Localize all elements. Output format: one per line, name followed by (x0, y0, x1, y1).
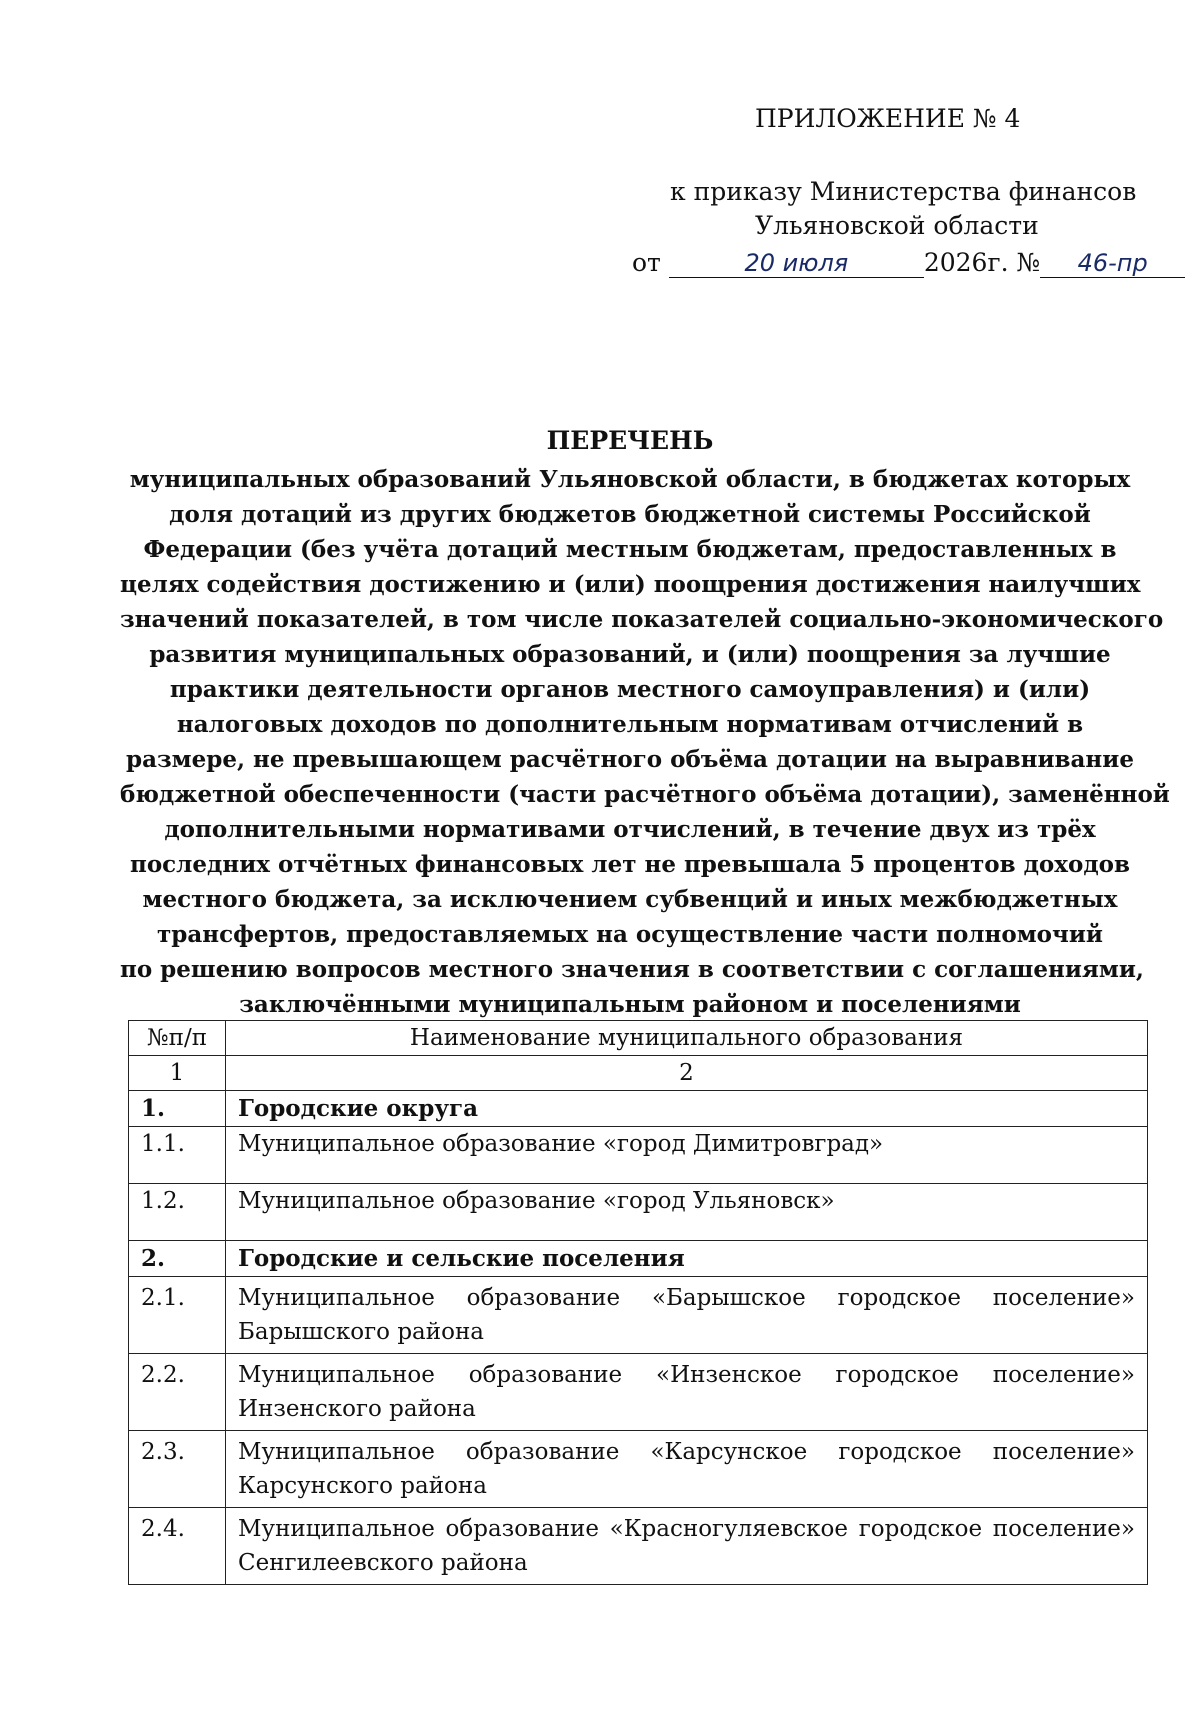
row-num: 2.3. (129, 1431, 226, 1508)
title-line: дополнительными нормативами отчислений, в течение двух из трёх (164, 816, 1096, 843)
row-num: 2.2. (129, 1354, 226, 1431)
document-title (120, 462, 1170, 1022)
title-line: развития муниципальных образований, и (или) поощрения за лучшие (149, 641, 1111, 668)
row-num: 1.1. (129, 1127, 226, 1184)
title-line: практики деятельности органов местного самоуправления) и (или) (169, 676, 1091, 703)
title-line: размере, не превышающем расчётного объёма дотации на выравнивание (126, 746, 1134, 773)
table-row (129, 1277, 1148, 1354)
title-line: бюджетной обеспеченности (части расчётного объёма дотации), заменённой (120, 781, 1170, 808)
title-line: целях содействия достижению и (или) поощрения достижения наилучших (120, 571, 1141, 598)
row-name: Муниципальное образование «город Димитровград» (226, 1127, 1148, 1184)
colnum-2: 2 (226, 1056, 1148, 1091)
table-row (129, 1354, 1148, 1431)
row-name: Городские и сельские поселения (226, 1241, 1148, 1277)
row-name-line2: Сенгилеевского района (238, 1550, 528, 1576)
row-num: 2.1. (129, 1277, 226, 1354)
row-name-line1: Муниципальное образование «Инзенское городское поселение» (238, 1362, 1135, 1388)
number-label: № (1016, 248, 1041, 277)
row-num: 2.4. (129, 1508, 226, 1585)
row-name (226, 1354, 1148, 1431)
row-name (226, 1508, 1148, 1585)
row-num: 1. (129, 1091, 226, 1127)
title-line: налоговых доходов по дополнительным нормативам отчислений в (176, 711, 1084, 738)
title-line: муниципальных образований Ульяновской области, в бюджетах которых (129, 466, 1131, 493)
appendix-label: ПРИЛОЖЕНИЕ № 4 (755, 104, 1021, 133)
table-row (129, 1127, 1148, 1184)
row-name-line1: Муниципальное образование «Карсунское городское поселение» (238, 1439, 1135, 1465)
table-row (129, 1091, 1148, 1127)
row-name (226, 1431, 1148, 1508)
title-line: доля дотаций из других бюджетов бюджетной системы Российской (169, 501, 1091, 528)
title-line: трансфертов, предоставляемых на осуществление части полномочий (157, 921, 1103, 948)
header-name: Наименование муниципального образования (226, 1021, 1148, 1056)
title-line: значений показателей, в том числе показателей социально-экономического (120, 606, 1164, 633)
table-header-row (129, 1021, 1148, 1056)
order-reference: к приказу Министерства финансов (670, 177, 1137, 206)
municipalities-table (128, 1020, 1148, 1585)
table-row (129, 1184, 1148, 1241)
table-row (129, 1508, 1148, 1585)
title-line: последних отчётных финансовых лет не превышала 5 процентов доходов (130, 851, 1130, 878)
row-num: 1.2. (129, 1184, 226, 1241)
header-num: №п/п (129, 1021, 226, 1056)
order-date-line (632, 248, 1185, 278)
document-heading: ПЕРЕЧЕНЬ (546, 426, 714, 455)
title-line: по решению вопросов местного значения в соответствии с соглашениями, (120, 956, 1144, 983)
row-name-line1: Муниципальное образование «Красногуляевское городское поселение» (238, 1516, 1135, 1542)
row-num: 2. (129, 1241, 226, 1277)
table-row (129, 1431, 1148, 1508)
row-name-line2: Карсунского района (238, 1473, 487, 1499)
title-line: местного бюджета, за исключением субвенций и иных межбюджетных (142, 886, 1118, 913)
order-year: 2026г. (923, 248, 1009, 277)
row-name-line2: Барышского района (238, 1319, 484, 1345)
handwritten-number: 46-пр (1040, 249, 1185, 278)
row-name: Муниципальное образование «город Ульяновск» (226, 1184, 1148, 1241)
row-name-line2: Инзенского района (238, 1396, 476, 1422)
title-line: заключёнными муниципальным районом и поселениями (239, 991, 1021, 1018)
handwritten-date: 20 июля (669, 249, 924, 278)
row-name: Городские округа (226, 1091, 1148, 1127)
row-name (226, 1277, 1148, 1354)
row-name-line1: Муниципальное образование «Барышское городское поселение» (238, 1285, 1135, 1311)
title-line: Федерации (без учёта дотаций местным бюджетам, предоставленных в (143, 536, 1117, 563)
colnum-1: 1 (129, 1056, 226, 1091)
table-row (129, 1241, 1148, 1277)
region-name: Ульяновской области (755, 211, 1039, 240)
column-number-row (129, 1056, 1148, 1091)
from-label: от (632, 248, 661, 277)
